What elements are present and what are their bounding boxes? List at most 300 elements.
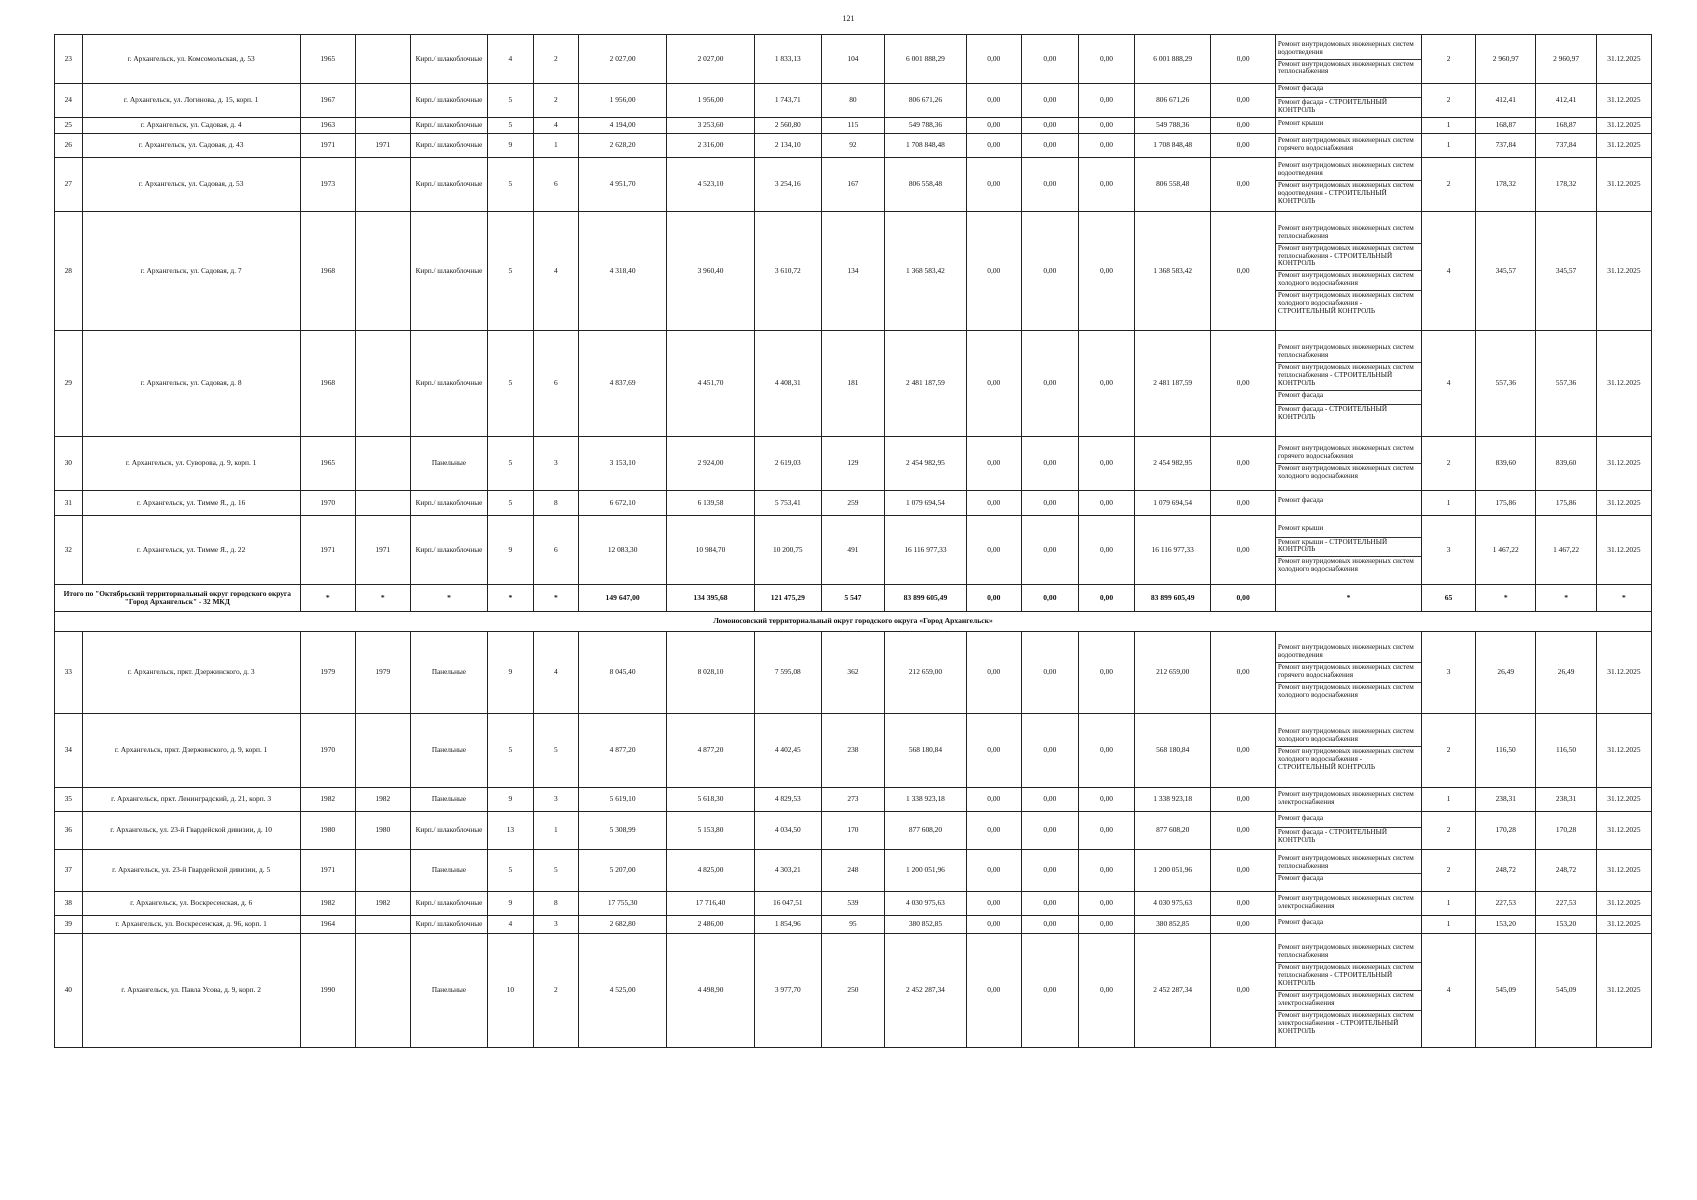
cell-wall: Панельные [410,933,487,1047]
work-item: Ремонт внутридомовых инженерных систем холодного водоснабжения [1277,682,1414,699]
cell-a1: 5 308,99 [579,811,667,849]
cell-a3: 4 402,45 [754,713,821,787]
cell-f5: 0,00 [1211,933,1276,1047]
cell-f1: 0,00 [966,933,1021,1047]
cell-f3: 0,00 [1078,787,1134,811]
cell-fl: 4 [488,915,534,933]
work-item: Ремонт внутридомовых инженерных систем теплоснабжения [1276,854,1421,874]
cell-f2: 0,00 [1021,713,1078,787]
cell-fl: 4 [488,35,534,84]
cell-y2 [355,436,410,490]
work-item: Ремонт внутридомовых инженерных систем холодного водоснабжения [1276,727,1421,747]
total-cell: * [1476,584,1536,611]
cell-ent: 6 [533,330,579,436]
cell-date: 31.12.2025 [1596,849,1651,891]
cell-f4: 380 852,85 [1135,915,1211,933]
cell-c2: 178,32 [1536,157,1596,211]
cell-f4: 568 180,84 [1135,713,1211,787]
total-cell: * [410,584,487,611]
cell-f5: 0,00 [1211,787,1276,811]
cell-total: 1 079 694,54 [885,490,967,515]
cell-f2: 0,00 [1021,330,1078,436]
cell-total: 806 671,26 [885,84,967,118]
cell-ent: 2 [533,933,579,1047]
cell-f1: 0,00 [966,35,1021,84]
total-cell: 0,00 [1211,584,1276,611]
page-number: 121 [842,14,855,23]
cell-a2: 4 877,20 [667,713,755,787]
cell-y1: 1979 [300,631,355,713]
cell-ent: 3 [533,915,579,933]
work-item: Ремонт фасада [1277,917,1324,926]
cell-cnt: 4 [1422,933,1476,1047]
works-cell [1275,849,1421,891]
cell-c2: 238,31 [1536,787,1596,811]
cell-n: 32 [55,515,83,584]
total-cell: 0,00 [1021,584,1078,611]
cell-a1: 1 956,00 [579,84,667,118]
cell-f4: 212 659,00 [1135,631,1211,713]
works-cell [1275,713,1421,787]
total-cell: * [533,584,579,611]
cell-f2: 0,00 [1021,933,1078,1047]
cell-y2: 1971 [355,515,410,584]
works-cell [1275,117,1421,133]
cell-f3: 0,00 [1078,436,1134,490]
total-cell: 0,00 [966,584,1021,611]
work-item: Ремонт внутридомовых инженерных систем водоотведения [1276,643,1421,663]
cell-cnt: 1 [1422,490,1476,515]
cell-a3: 16 047,51 [754,891,821,915]
cell-ent: 1 [533,811,579,849]
cell-res: 104 [821,35,885,84]
cell-fl: 10 [488,933,534,1047]
cell-ent: 2 [533,84,579,118]
works-cell [1275,891,1421,915]
cell-fl: 5 [488,849,534,891]
cell-addr: г. Архангельск, пркт. Ленинградский, д. 21, корп. 3 [82,787,300,811]
work-item: Ремонт внутридомовых инженерных систем теплоснабжения [1276,343,1421,363]
cell-f5: 0,00 [1211,157,1276,211]
cell-addr: г. Архангельск, ул. Тимме Я., д. 16 [82,490,300,515]
cell-f2: 0,00 [1021,84,1078,118]
cell-ent: 2 [533,35,579,84]
works-cell [1275,211,1421,330]
cell-a3: 2 134,10 [754,133,821,157]
works-cell [1275,490,1421,515]
cell-addr: г. Архангельск, ул. Садовая, д. 8 [82,330,300,436]
cell-date: 31.12.2025 [1596,811,1651,849]
total-cell: 149 647,00 [579,584,667,611]
cell-date: 31.12.2025 [1596,515,1651,584]
total-cell: 0,00 [1078,584,1134,611]
cell-f3: 0,00 [1078,490,1134,515]
cell-wall: Панельные [410,631,487,713]
cell-f2: 0,00 [1021,515,1078,584]
cell-f3: 0,00 [1078,849,1134,891]
table-row [55,915,1652,933]
cell-date: 31.12.2025 [1596,436,1651,490]
cell-a3: 4 303,21 [754,849,821,891]
cell-a3: 7 595,08 [754,631,821,713]
cell-date: 31.12.2025 [1596,117,1651,133]
cell-f1: 0,00 [966,117,1021,133]
work-item: Ремонт фасада [1276,814,1421,828]
cell-f3: 0,00 [1078,933,1134,1047]
work-item: Ремонт внутридомовых инженерных систем электроснабжения [1276,991,1421,1011]
table-row [55,787,1652,811]
total-cell: 134 395,68 [667,584,755,611]
cell-y1: 1973 [300,157,355,211]
cell-wall: Панельные [410,713,487,787]
cell-date: 31.12.2025 [1596,933,1651,1047]
cell-wall: Кирп./ шлакоблочные [410,915,487,933]
work-item: Ремонт внутридомовых инженерных систем водоотведения [1276,161,1421,181]
cell-addr: г. Архангельск, ул. Тимме Я., д. 22 [82,515,300,584]
cell-addr: г. Архангельск, ул. Садовая, д. 7 [82,211,300,330]
cell-a2: 5 618,30 [667,787,755,811]
cell-f2: 0,00 [1021,891,1078,915]
cell-ent: 3 [533,436,579,490]
works-cell [1275,133,1421,157]
works-cell [1275,631,1421,713]
cell-res: 491 [821,515,885,584]
cell-a1: 4 318,40 [579,211,667,330]
cell-ent: 6 [533,515,579,584]
cell-date: 31.12.2025 [1596,787,1651,811]
cell-f2: 0,00 [1021,157,1078,211]
cell-f1: 0,00 [966,713,1021,787]
cell-wall: Кирп./ шлакоблочные [410,891,487,915]
cell-f4: 1 368 583,42 [1135,211,1211,330]
cell-f2: 0,00 [1021,490,1078,515]
cell-f3: 0,00 [1078,915,1134,933]
cell-c2: 26,49 [1536,631,1596,713]
cell-y1: 1970 [300,713,355,787]
works-cell [1275,84,1421,118]
cell-total: 2 481 187,59 [885,330,967,436]
cell-c1: 2 960,97 [1476,35,1536,84]
cell-wall: Кирп./ шлакоблочные [410,133,487,157]
cell-a2: 4 498,90 [667,933,755,1047]
cell-addr: г. Архангельск, ул. Суворова, д. 9, корп. 1 [82,436,300,490]
cell-n: 25 [55,117,83,133]
cell-res: 259 [821,490,885,515]
cell-addr: г. Архангельск, ул. Садовая, д. 4 [82,117,300,133]
cell-addr: г. Архангельск, ул. Логинова, д. 15, корп. 1 [82,84,300,118]
cell-a2: 1 956,00 [667,84,755,118]
cell-y1: 1982 [300,787,355,811]
cell-fl: 5 [488,117,534,133]
cell-a1: 6 672,10 [579,490,667,515]
cell-f5: 0,00 [1211,330,1276,436]
work-item: Ремонт фасада - СТРОИТЕЛЬНЫЙ КОНТРОЛЬ [1277,404,1388,421]
table-row [55,84,1652,118]
cell-n: 34 [55,713,83,787]
cell-a2: 2 486,00 [667,915,755,933]
work-item: Ремонт внутридомовых инженерных систем холодного водоснабжения - СТРОИТЕЛЬНЫЙ КОНТРОЛЬ [1277,291,1414,316]
cell-a3: 1 743,71 [754,84,821,118]
cell-total: 877 608,20 [885,811,967,849]
cell-res: 129 [821,436,885,490]
work-item: Ремонт фасада - СТРОИТЕЛЬНЫЙ КОНТРОЛЬ [1277,98,1388,114]
cell-f3: 0,00 [1078,713,1134,787]
section-title: Ломоносовский территориальный округ городского округа «Город Архангельск» [55,611,1652,631]
cell-c2: 1 467,22 [1536,515,1596,584]
cell-c1: 737,84 [1476,133,1536,157]
cell-y2 [355,849,410,891]
cell-f1: 0,00 [966,631,1021,713]
cell-f3: 0,00 [1078,84,1134,118]
cell-fl: 5 [488,436,534,490]
work-item: Ремонт внутридомовых инженерных систем электроснабжения - СТРОИТЕЛЬНЫЙ КОНТРОЛЬ [1277,1010,1414,1035]
cell-ent: 5 [533,849,579,891]
table-row [55,891,1652,915]
cell-a1: 2 682,80 [579,915,667,933]
cell-y1: 1967 [300,84,355,118]
cell-wall: Панельные [410,849,487,891]
cell-date: 31.12.2025 [1596,330,1651,436]
cell-f1: 0,00 [966,436,1021,490]
cell-n: 24 [55,84,83,118]
cell-a1: 2 027,00 [579,35,667,84]
cell-f4: 2 454 982,95 [1135,436,1211,490]
cell-fl: 5 [488,330,534,436]
work-item: Ремонт внутридомовых инженерных систем водоотведения [1276,40,1421,60]
work-item: Ремонт внутридомовых инженерных систем электроснабжения [1277,893,1414,910]
cell-res: 273 [821,787,885,811]
cell-f1: 0,00 [966,515,1021,584]
cell-n: 29 [55,330,83,436]
cell-f3: 0,00 [1078,631,1134,713]
cell-a2: 3 253,60 [667,117,755,133]
cell-f1: 0,00 [966,133,1021,157]
cell-f4: 2 452 287,34 [1135,933,1211,1047]
cell-a2: 5 153,80 [667,811,755,849]
table-row [55,811,1652,849]
cell-y2: 1982 [355,787,410,811]
cell-c1: 1 467,22 [1476,515,1536,584]
cell-a3: 1 854,96 [754,915,821,933]
cell-a2: 2 316,00 [667,133,755,157]
cell-cnt: 1 [1422,117,1476,133]
cell-a3: 3 610,72 [754,211,821,330]
table-row [55,133,1652,157]
cell-fl: 9 [488,891,534,915]
cell-wall: Панельные [410,787,487,811]
cell-c1: 175,86 [1476,490,1536,515]
cell-total: 806 558,48 [885,157,967,211]
cell-f1: 0,00 [966,490,1021,515]
cell-n: 33 [55,631,83,713]
cell-cnt: 2 [1422,84,1476,118]
cell-res: 238 [821,713,885,787]
works-cell [1275,787,1421,811]
works-cell [1275,157,1421,211]
cell-y1: 1964 [300,915,355,933]
cell-y1: 1968 [300,330,355,436]
cell-f3: 0,00 [1078,35,1134,84]
cell-res: 362 [821,631,885,713]
cell-y2 [355,117,410,133]
cell-y2 [355,713,410,787]
cell-a1: 4 525,00 [579,933,667,1047]
cell-f3: 0,00 [1078,330,1134,436]
cell-wall: Кирп./ шлакоблочные [410,84,487,118]
cell-a1: 8 045,40 [579,631,667,713]
cell-c1: 545,09 [1476,933,1536,1047]
work-item: Ремонт фасада [1277,873,1324,882]
cell-cnt: 3 [1422,515,1476,584]
cell-f4: 806 558,48 [1135,157,1211,211]
cell-addr: г. Архангельск, ул. 23-й Гвардейской дивизии, д. 5 [82,849,300,891]
cell-ent: 6 [533,157,579,211]
table-row [55,490,1652,515]
cell-wall: Кирп./ шлакоблочные [410,811,487,849]
cell-total: 568 180,84 [885,713,967,787]
cell-fl: 5 [488,211,534,330]
cell-total: 1 368 583,42 [885,211,967,330]
cell-c2: 412,41 [1536,84,1596,118]
cell-a2: 17 716,40 [667,891,755,915]
cell-c2: 175,86 [1536,490,1596,515]
cell-a1: 5 207,00 [579,849,667,891]
cell-f5: 0,00 [1211,849,1276,891]
cell-res: 170 [821,811,885,849]
total-cell: 83 899 605,49 [885,584,967,611]
cell-a3: 4 034,50 [754,811,821,849]
cell-cnt: 2 [1422,849,1476,891]
cell-f2: 0,00 [1021,811,1078,849]
work-item: Ремонт внутридомовых инженерных систем горячего водоснабжения [1277,135,1414,152]
cell-f3: 0,00 [1078,515,1134,584]
cell-total: 1 338 923,18 [885,787,967,811]
total-cell: * [300,584,355,611]
repair-program-table [54,34,1652,1048]
cell-f5: 0,00 [1211,117,1276,133]
cell-f1: 0,00 [966,157,1021,211]
table-row [55,157,1652,211]
cell-a2: 6 139,58 [667,490,755,515]
cell-res: 248 [821,849,885,891]
cell-n: 39 [55,915,83,933]
works-cell [1275,515,1421,584]
cell-f5: 0,00 [1211,631,1276,713]
cell-addr: г. Архангельск, пркт. Дзержинского, д. 3 [82,631,300,713]
cell-date: 31.12.2025 [1596,35,1651,84]
cell-ent: 8 [533,490,579,515]
cell-addr: г. Архангельск, ул. Воскресенская, д. 96, корп. 1 [82,915,300,933]
cell-wall: Кирп./ шлакоблочные [410,490,487,515]
section-row [55,611,1652,631]
cell-c2: 557,36 [1536,330,1596,436]
cell-f4: 16 116 977,33 [1135,515,1211,584]
cell-f4: 1 200 051,96 [1135,849,1211,891]
total-cell: * [355,584,410,611]
cell-n: 30 [55,436,83,490]
cell-cnt: 1 [1422,891,1476,915]
cell-f1: 0,00 [966,330,1021,436]
cell-f5: 0,00 [1211,811,1276,849]
total-cell: 5 547 [821,584,885,611]
cell-y2 [355,35,410,84]
cell-f3: 0,00 [1078,133,1134,157]
cell-a2: 2 027,00 [667,35,755,84]
cell-f3: 0,00 [1078,117,1134,133]
work-item: Ремонт фасада [1276,391,1421,405]
cell-wall: Кирп./ шлакоблочные [410,35,487,84]
cell-f2: 0,00 [1021,211,1078,330]
cell-f1: 0,00 [966,811,1021,849]
cell-cnt: 2 [1422,35,1476,84]
cell-c1: 153,20 [1476,915,1536,933]
table-row [55,631,1652,713]
cell-y2: 1980 [355,811,410,849]
cell-f4: 1 708 848,48 [1135,133,1211,157]
cell-res: 539 [821,891,885,915]
cell-date: 31.12.2025 [1596,891,1651,915]
cell-addr: г. Архангельск, ул. Павла Усова, д. 9, корп. 2 [82,933,300,1047]
cell-a3: 1 833,13 [754,35,821,84]
cell-total: 212 659,00 [885,631,967,713]
cell-f5: 0,00 [1211,490,1276,515]
cell-f5: 0,00 [1211,515,1276,584]
cell-res: 95 [821,915,885,933]
cell-fl: 9 [488,787,534,811]
cell-cnt: 1 [1422,915,1476,933]
cell-f2: 0,00 [1021,631,1078,713]
work-item: Ремонт крыши [1277,118,1324,127]
cell-f5: 0,00 [1211,84,1276,118]
cell-y1: 1982 [300,891,355,915]
work-item: Ремонт внутридомовых инженерных систем теплоснабжения [1276,943,1421,963]
total-cell: * [1536,584,1596,611]
work-item: Ремонт внутридомовых инженерных систем теплоснабжения - СТРОИТЕЛЬНЫЙ КОНТРОЛЬ [1276,963,1421,991]
cell-ent: 5 [533,713,579,787]
cell-addr: г. Архангельск, пркт. Дзержинского, д. 9, корп. 1 [82,713,300,787]
cell-y1: 1970 [300,490,355,515]
cell-n: 23 [55,35,83,84]
work-item: Ремонт внутридомовых инженерных систем холодного водоснабжения [1277,463,1414,480]
cell-f5: 0,00 [1211,713,1276,787]
cell-f1: 0,00 [966,915,1021,933]
work-item: Ремонт крыши [1276,524,1421,538]
cell-date: 31.12.2025 [1596,915,1651,933]
cell-a3: 5 753,41 [754,490,821,515]
cell-date: 31.12.2025 [1596,631,1651,713]
cell-cnt: 1 [1422,133,1476,157]
cell-y1: 1971 [300,849,355,891]
cell-fl: 13 [488,811,534,849]
cell-f2: 0,00 [1021,849,1078,891]
cell-n: 40 [55,933,83,1047]
cell-c1: 345,57 [1476,211,1536,330]
cell-cnt: 2 [1422,436,1476,490]
works-cell [1275,915,1421,933]
cell-f4: 877 608,20 [1135,811,1211,849]
table-row [55,933,1652,1047]
cell-cnt: 2 [1422,157,1476,211]
cell-f5: 0,00 [1211,211,1276,330]
cell-f1: 0,00 [966,84,1021,118]
cell-f3: 0,00 [1078,811,1134,849]
total-cell: 65 [1422,584,1476,611]
cell-c2: 116,50 [1536,713,1596,787]
cell-cnt: 4 [1422,211,1476,330]
cell-y2: 1971 [355,133,410,157]
cell-date: 31.12.2025 [1596,490,1651,515]
cell-f4: 2 481 187,59 [1135,330,1211,436]
